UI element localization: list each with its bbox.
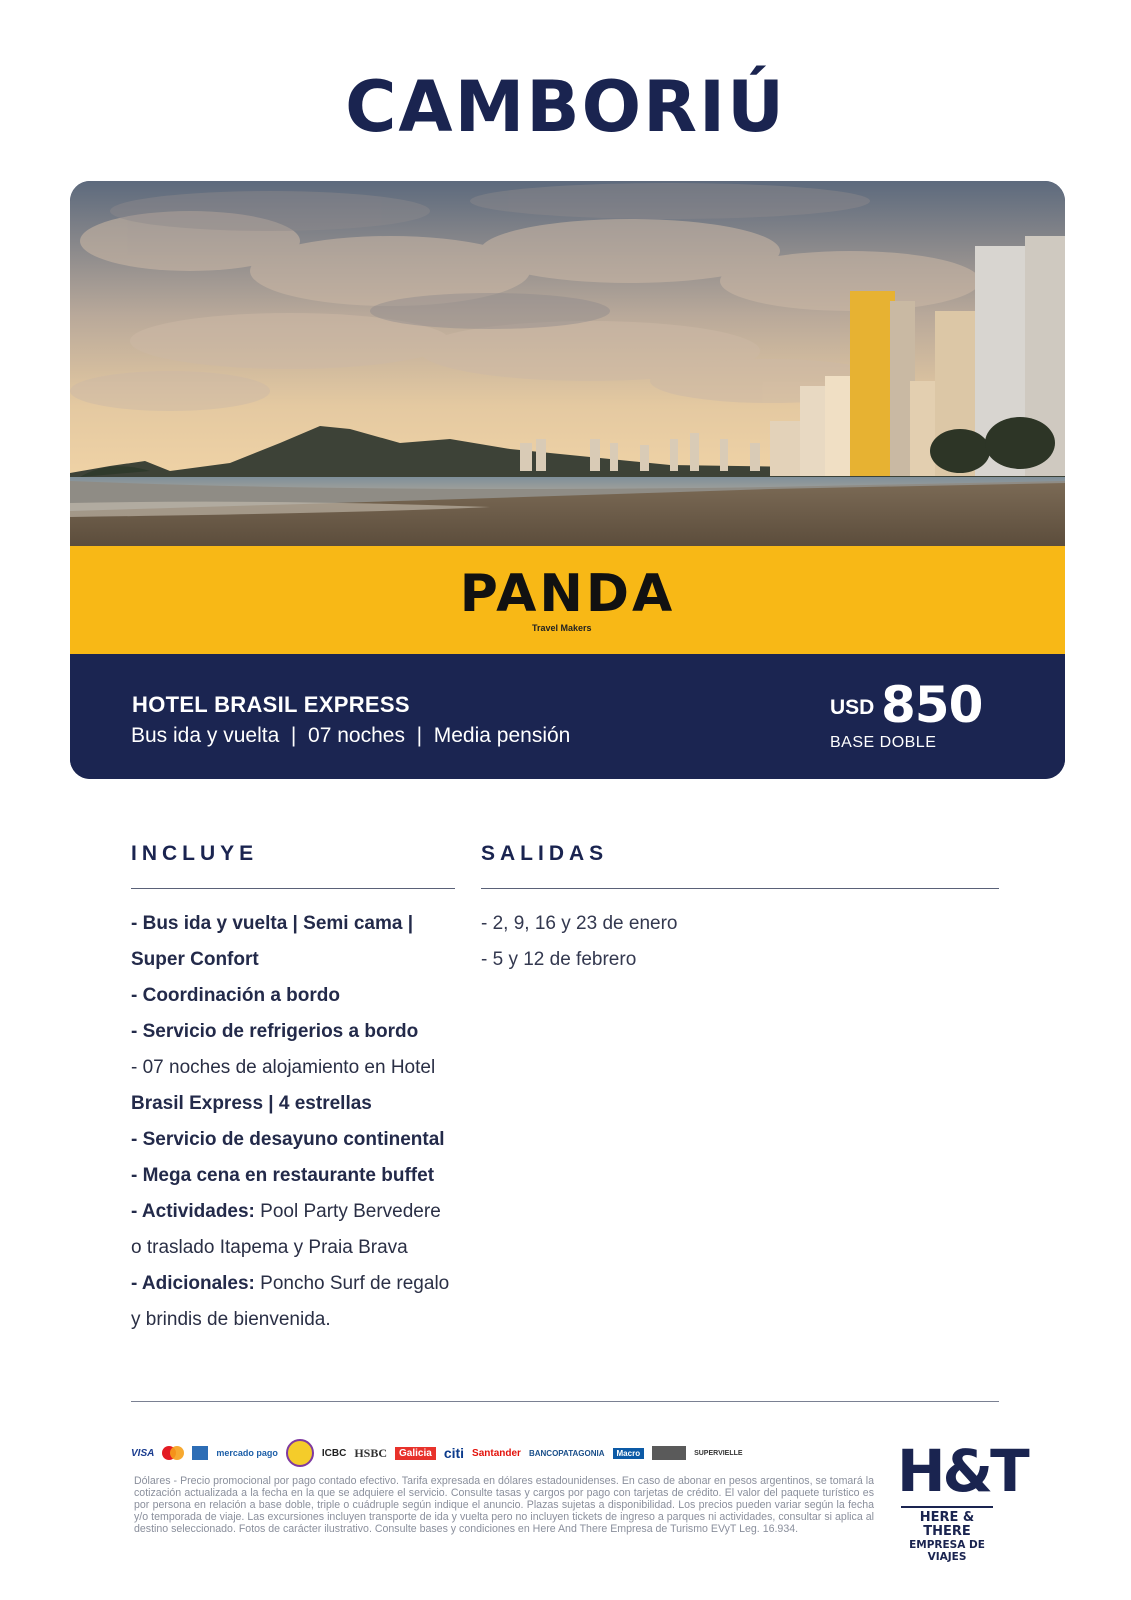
list-item: Super Confort [131, 949, 259, 970]
credicoop-logo [652, 1446, 686, 1460]
departures-divider [481, 888, 999, 889]
list-item-text: Poncho Surf de regalo [254, 1273, 450, 1294]
departures-heading: SALIDAS [481, 842, 609, 865]
here-there-logo [897, 1437, 1027, 1563]
departure-date: - 5 y 12 de febrero [481, 949, 637, 970]
citi-logo: citi [443, 1445, 465, 1461]
ht-name: HERE & THERE [919, 1510, 975, 1539]
hsbc-logo: HSBC [354, 1445, 387, 1460]
list-item-label: - Actividades: [131, 1201, 255, 1222]
footer-divider [131, 1401, 999, 1402]
includes-heading: INCLUYE [131, 842, 259, 865]
list-item: - 07 noches de alojamiento en Hotel [131, 1057, 436, 1078]
offer-info-band [70, 654, 1065, 779]
mastercard-logo [162, 1446, 184, 1460]
panda-logo: PANDA [459, 564, 676, 624]
price-amount: 850 [881, 676, 983, 734]
banco-patagonia-logo: BANCOPATAGONIA [528, 1448, 605, 1458]
offer-card [70, 181, 1065, 779]
includes-list [131, 906, 491, 1338]
list-item: Brasil Express | 4 estrellas [131, 1093, 372, 1114]
brand-band [70, 546, 1065, 654]
santander-logo: Santander [472, 1447, 521, 1459]
ht-subtitle: EMPRESA DE VIAJES [909, 1539, 985, 1563]
departure-date: - 2, 9, 16 y 23 de enero [481, 913, 678, 934]
list-item [131, 1266, 491, 1302]
package-details: Bus ida y vuelta | 07 noches | Media pensión [131, 724, 571, 747]
list-item: - Bus ida y vuelta | Semi cama | [131, 913, 414, 934]
cabal-logo [286, 1439, 314, 1467]
hotel-name: HOTEL BRASIL EXPRESS [132, 692, 410, 717]
beach-photo [70, 181, 1065, 546]
departures-list [481, 906, 981, 978]
ht-mark: H&T [897, 1437, 1027, 1505]
list-item: - Servicio de desayuno continental [131, 1129, 445, 1150]
list-item: - Servicio de refrigerios a bordo [131, 1021, 419, 1042]
mercado-pago-logo: mercado pago [216, 1448, 278, 1458]
panda-tagline: Travel Makers [532, 623, 592, 633]
legal-disclaimer: Dólares - Precio promocional por pago contado efectivo. Tarifa expresada en dólares estadounidenses. En caso de abonar en pesos argentinos, se tomará la cotización actualizada a la fecha en la que se adquiere el servicio. Consulte tasas y cargos por pago con tarjetas de crédito. El valor del paquete turístico es por persona en relación a base doble, triple o cuádruple según indique el anuncio. Plazas sujetas a disponibilidad. Los precios pueden variar según la fecha y/o temporada de viaje. Las excursiones incluyen transporte de ida y vuelta pero no incluyen tickets de ingreso a parques ni actividades, consultar si aplica al destino seleccionado. Fotos de carácter ilustrativo. Consulte bases y condiciones en Here And There Empresa de Turismo EVyT Leg. 16.934. [134, 1475, 874, 1535]
includes-divider [131, 888, 455, 889]
list-item: - Mega cena en restaurante buffet [131, 1165, 435, 1186]
ht-divider [901, 1506, 993, 1508]
payment-logos [131, 1438, 876, 1468]
list-item: y brindis de bienvenida. [131, 1309, 331, 1330]
page-title: CAMBORIÚ [345, 66, 786, 148]
list-item-text: Pool Party Bervedere [254, 1201, 441, 1222]
list-item: o traslado Itapema y Praia Brava [131, 1237, 408, 1258]
price-basis: BASE DOBLE [830, 734, 937, 751]
supervielle-logo: SUPERVIELLE [694, 1449, 743, 1457]
list-item: - Coordinación a bordo [131, 985, 340, 1006]
price-currency: USD [830, 696, 875, 719]
macro-logo: Macro [613, 1448, 645, 1459]
list-item-label: - Adicionales: [131, 1273, 255, 1294]
amex-logo [192, 1446, 208, 1460]
visa-logo: VISA [131, 1447, 155, 1459]
list-item [131, 1194, 491, 1230]
icbc-logo: ICBC [321, 1447, 347, 1459]
galicia-logo: Galicia [395, 1447, 436, 1460]
